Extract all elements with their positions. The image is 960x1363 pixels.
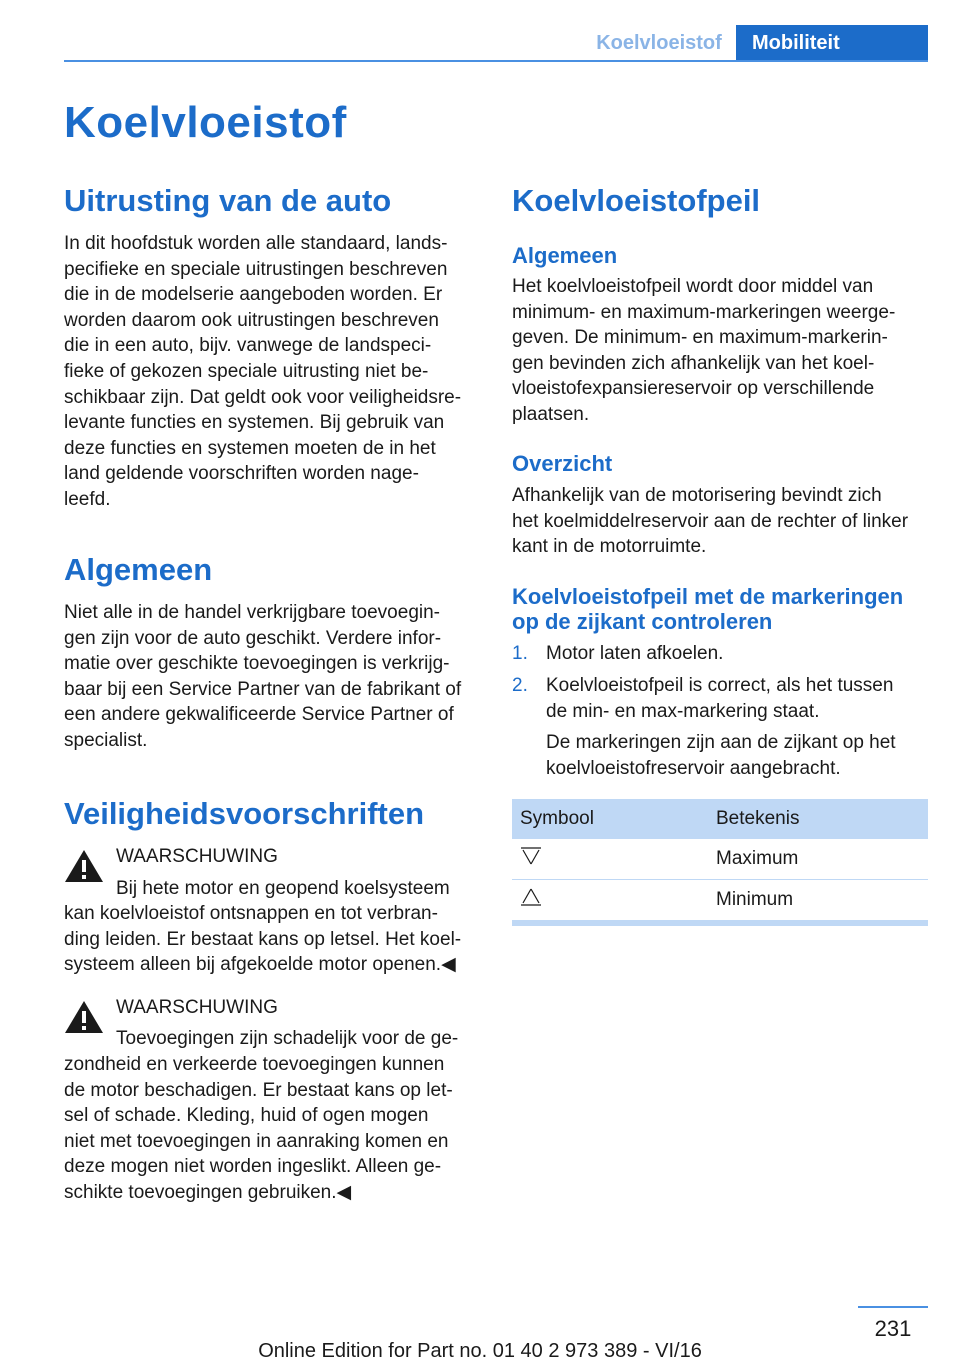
overview-subheading: Overzicht xyxy=(512,451,613,476)
col-header-meaning: Betekenis xyxy=(708,799,928,839)
equipment-heading: Uitrusting van de auto xyxy=(64,183,392,218)
check-subheading: Koelvloeistofpeil met de markeringen op de zijkant controleren xyxy=(512,584,904,634)
warning-text-first: Bij hete motor en geopend koelsysteem xyxy=(116,878,450,899)
header-section-tab: Koelvloeistof xyxy=(596,32,722,54)
header-chapter-tab: Mobiliteit xyxy=(736,25,928,61)
page-number: 231 xyxy=(874,1316,912,1341)
step-text: Motor laten afkoelen. xyxy=(546,643,724,664)
equipment-paragraph: In dit hoofdstuk worden alle standaard, lands- pecifieke en speciale uitrustingen beschreven die in de modelserie aangeboden worden. Er worden daarom ook uitrustingen beschreven die in een auto, bijv. vanwege de landspeci- fieke of gekozen speciale uitrusting niet be- schikbaar zijn. Dat geldt ook voor veiligheidsre- levante functies en systemen. Bij gebruik van deze functies en systemen moeten de in het land geldende voorschriften worden nage- leefd. xyxy=(64,233,462,510)
col-header-symbol: Symbool xyxy=(512,799,708,839)
overview-paragraph: Afhankelijk van de motorisering bevindt zich het koelmiddelreservoir aan de rechter of linker kant in de motorruimte. xyxy=(512,485,909,558)
min-marker-icon xyxy=(512,880,708,921)
table-header-row xyxy=(512,799,928,839)
header-divider xyxy=(64,60,928,62)
warning-label: WAARSCHUWING xyxy=(116,997,278,1018)
table-row xyxy=(512,839,928,880)
warning-text: kan koelvloeistof ontsnappen en tot verbran- ding leiden. Er bestaat kans op letsel. Het koel- systeem alleen bij afgekoelde motor openen.◀ xyxy=(64,903,462,976)
table-bottom-rule xyxy=(512,921,928,926)
general-heading: Algemeen xyxy=(64,552,213,587)
warning-icon xyxy=(64,849,104,888)
table-row xyxy=(512,880,928,921)
meaning-cell: Minimum xyxy=(708,880,928,921)
meaning-cell: Maximum xyxy=(708,839,928,880)
step-number: 1. xyxy=(512,643,528,664)
max-marker-icon xyxy=(512,839,708,880)
warning-text: zondheid en verkeerde toevoegingen kunnen de motor beschadigen. Er bestaat kans op let- sel of schade. Kleding, huid of ogen mogen niet met toevoegingen in aanraking komen en deze mogen niet worden ingeslikt. Alleen ge- schikte toevoegingen gebruiken.◀ xyxy=(64,1054,453,1203)
safety-heading: Veiligheidsvoorschriften xyxy=(64,796,425,831)
page-number-rule xyxy=(858,1306,928,1308)
step-number: 2. xyxy=(512,675,528,696)
general-subheading: Algemeen xyxy=(512,243,618,268)
step-note: De markeringen zijn aan de zijkant op het koelvloeistofreservoir aangebracht. xyxy=(546,732,896,779)
symbol-table xyxy=(512,799,928,926)
general-paragraph: Niet alle in de handel verkrijgbare toevoegin- gen zijn voor de auto geschikt. Verdere infor- matie over geschikte toevoegingen is verkrijg- baar bij een Service Partner van de fabrikant of een andere gekwalificeerde Service Partner of specialist. xyxy=(64,602,462,751)
level-heading: Koelvloeistofpeil xyxy=(512,183,761,218)
step-text: Koelvloeistofpeil is correct, als het tussen de min- en max-markering staat. xyxy=(546,675,894,722)
warning-label: WAARSCHUWING xyxy=(116,846,278,867)
page-title: Koelvloeistof xyxy=(64,98,347,147)
warning-icon xyxy=(64,1000,104,1039)
warning-text-first: Toevoegingen zijn schadelijk voor de ge- xyxy=(116,1028,459,1049)
level-general-paragraph: Het koelvloeistofpeil wordt door middel van minimum- en maximum-markeringen weerge- geven. De minimum- en maximum-markerin- gen bevinden zich afhankelijk van het koel- vloeistofexpansiereservoir op verschillende plaatsen. xyxy=(512,276,896,425)
footer-edition: Online Edition for Part no. 01 40 2 973 389 - VI/16 xyxy=(258,1340,702,1362)
